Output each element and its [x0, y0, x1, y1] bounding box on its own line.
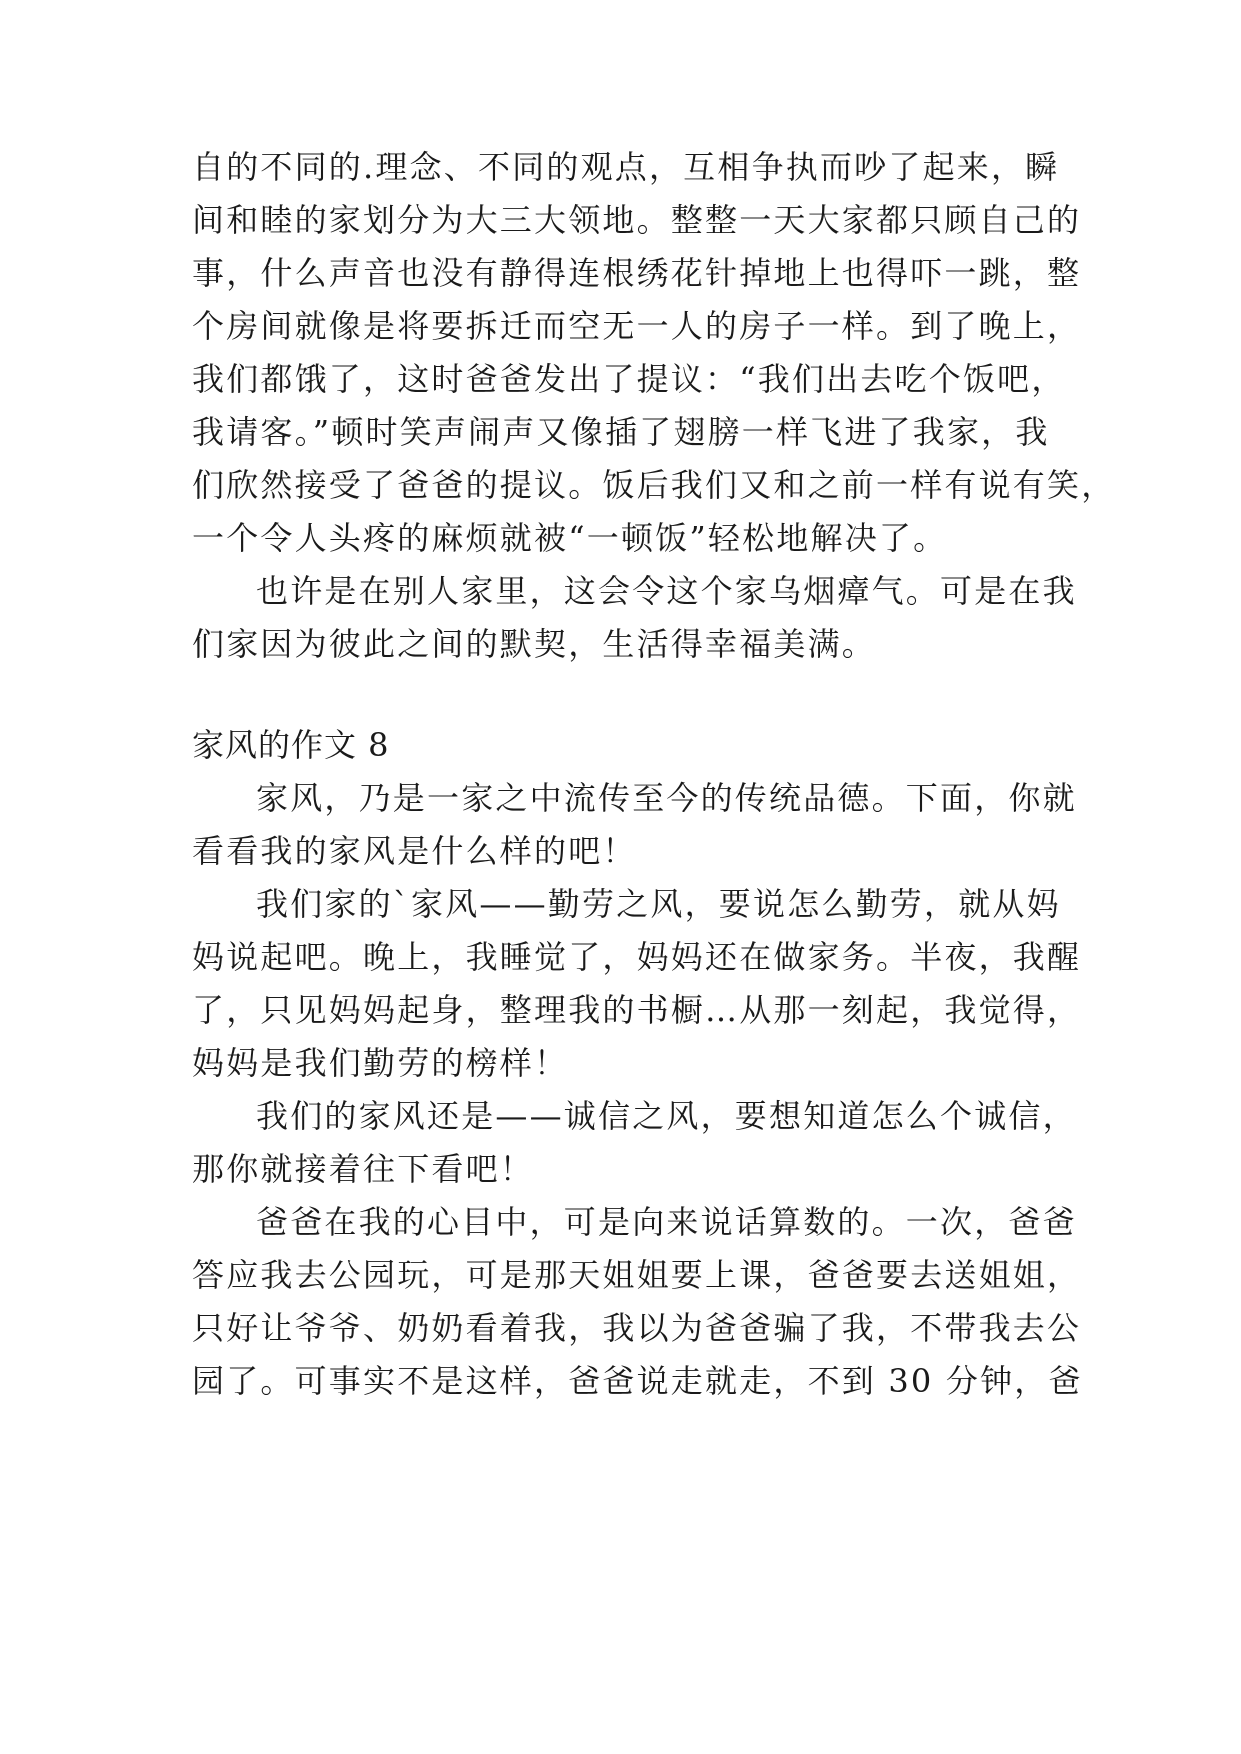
text-line: 自的不同的.理念、不同的观点，互相争执而吵了起来，瞬 [192, 148, 1060, 186]
text-line: 园了。可事实不是这样，爸爸说走就走，不到 30 分钟，爸 [192, 1362, 1083, 1400]
paragraph-first-line: 爸爸在我的心目中，可是向来说话算数的。一次，爸爸 [256, 1203, 1077, 1241]
text-line: 妈妈是我们勤劳的榜样！ [192, 1044, 569, 1082]
text-line: 妈说起吧。晚上，我睡觉了，妈妈还在做家务。半夜，我醒 [192, 938, 1082, 976]
paragraph-first-line: 我们的家风还是——诚信之风，要想知道怎么个诚信， [256, 1097, 1077, 1135]
text-line: 我请客。”顿时笑声闹声又像插了翅膀一样飞进了我家，我 [192, 413, 1050, 451]
essay-title: 家风的作文 8 [192, 726, 390, 764]
paragraph-first-line: 家风，乃是一家之中流传至今的传统品德。下面，你就 [256, 779, 1077, 817]
text-line: 那你就接着往下看吧！ [192, 1150, 535, 1188]
text-line: 事，什么声音也没有静得连根绣花针掉地上也得吓一跳，整 [192, 254, 1082, 292]
text-line: 我们都饿了，这时爸爸发出了提议：“我们出去吃个饭吧， [192, 360, 1066, 398]
text-line: 看看我的家风是什么样的吧！ [192, 832, 637, 870]
text-line: 个房间就像是将要拆迁而空无一人的房子一样。到了晚上， [192, 307, 1082, 345]
text-line: 只好让爷爷、奶奶看着我，我以为爸爸骗了我，不带我去公 [192, 1309, 1082, 1347]
text-line: 一个令人头疼的麻烦就被“一顿饭”轻松地解决了。 [192, 519, 948, 557]
text-line: 间和睦的家划分为大三大领地。整整一天大家都只顾自己的 [192, 201, 1082, 239]
paragraph-first-line: 我们家的`家风——勤劳之风，要说怎么勤劳，就从妈 [256, 885, 1061, 923]
text-line: 了，只见妈妈起身，整理我的书橱…从那一刻起，我觉得， [192, 991, 1082, 1029]
text-line: 答应我去公园玩，可是那天姐姐要上课，爸爸要去送姐姐， [192, 1256, 1082, 1294]
paragraph-first-line: 也许是在别人家里，这会令这个家乌烟瘴气。可是在我 [256, 572, 1077, 610]
text-line: 们欣然接受了爸爸的提议。饭后我们又和之前一样有说有笑， [192, 466, 1116, 504]
text-line: 们家因为彼此之间的默契，生活得幸福美满。 [192, 625, 877, 663]
